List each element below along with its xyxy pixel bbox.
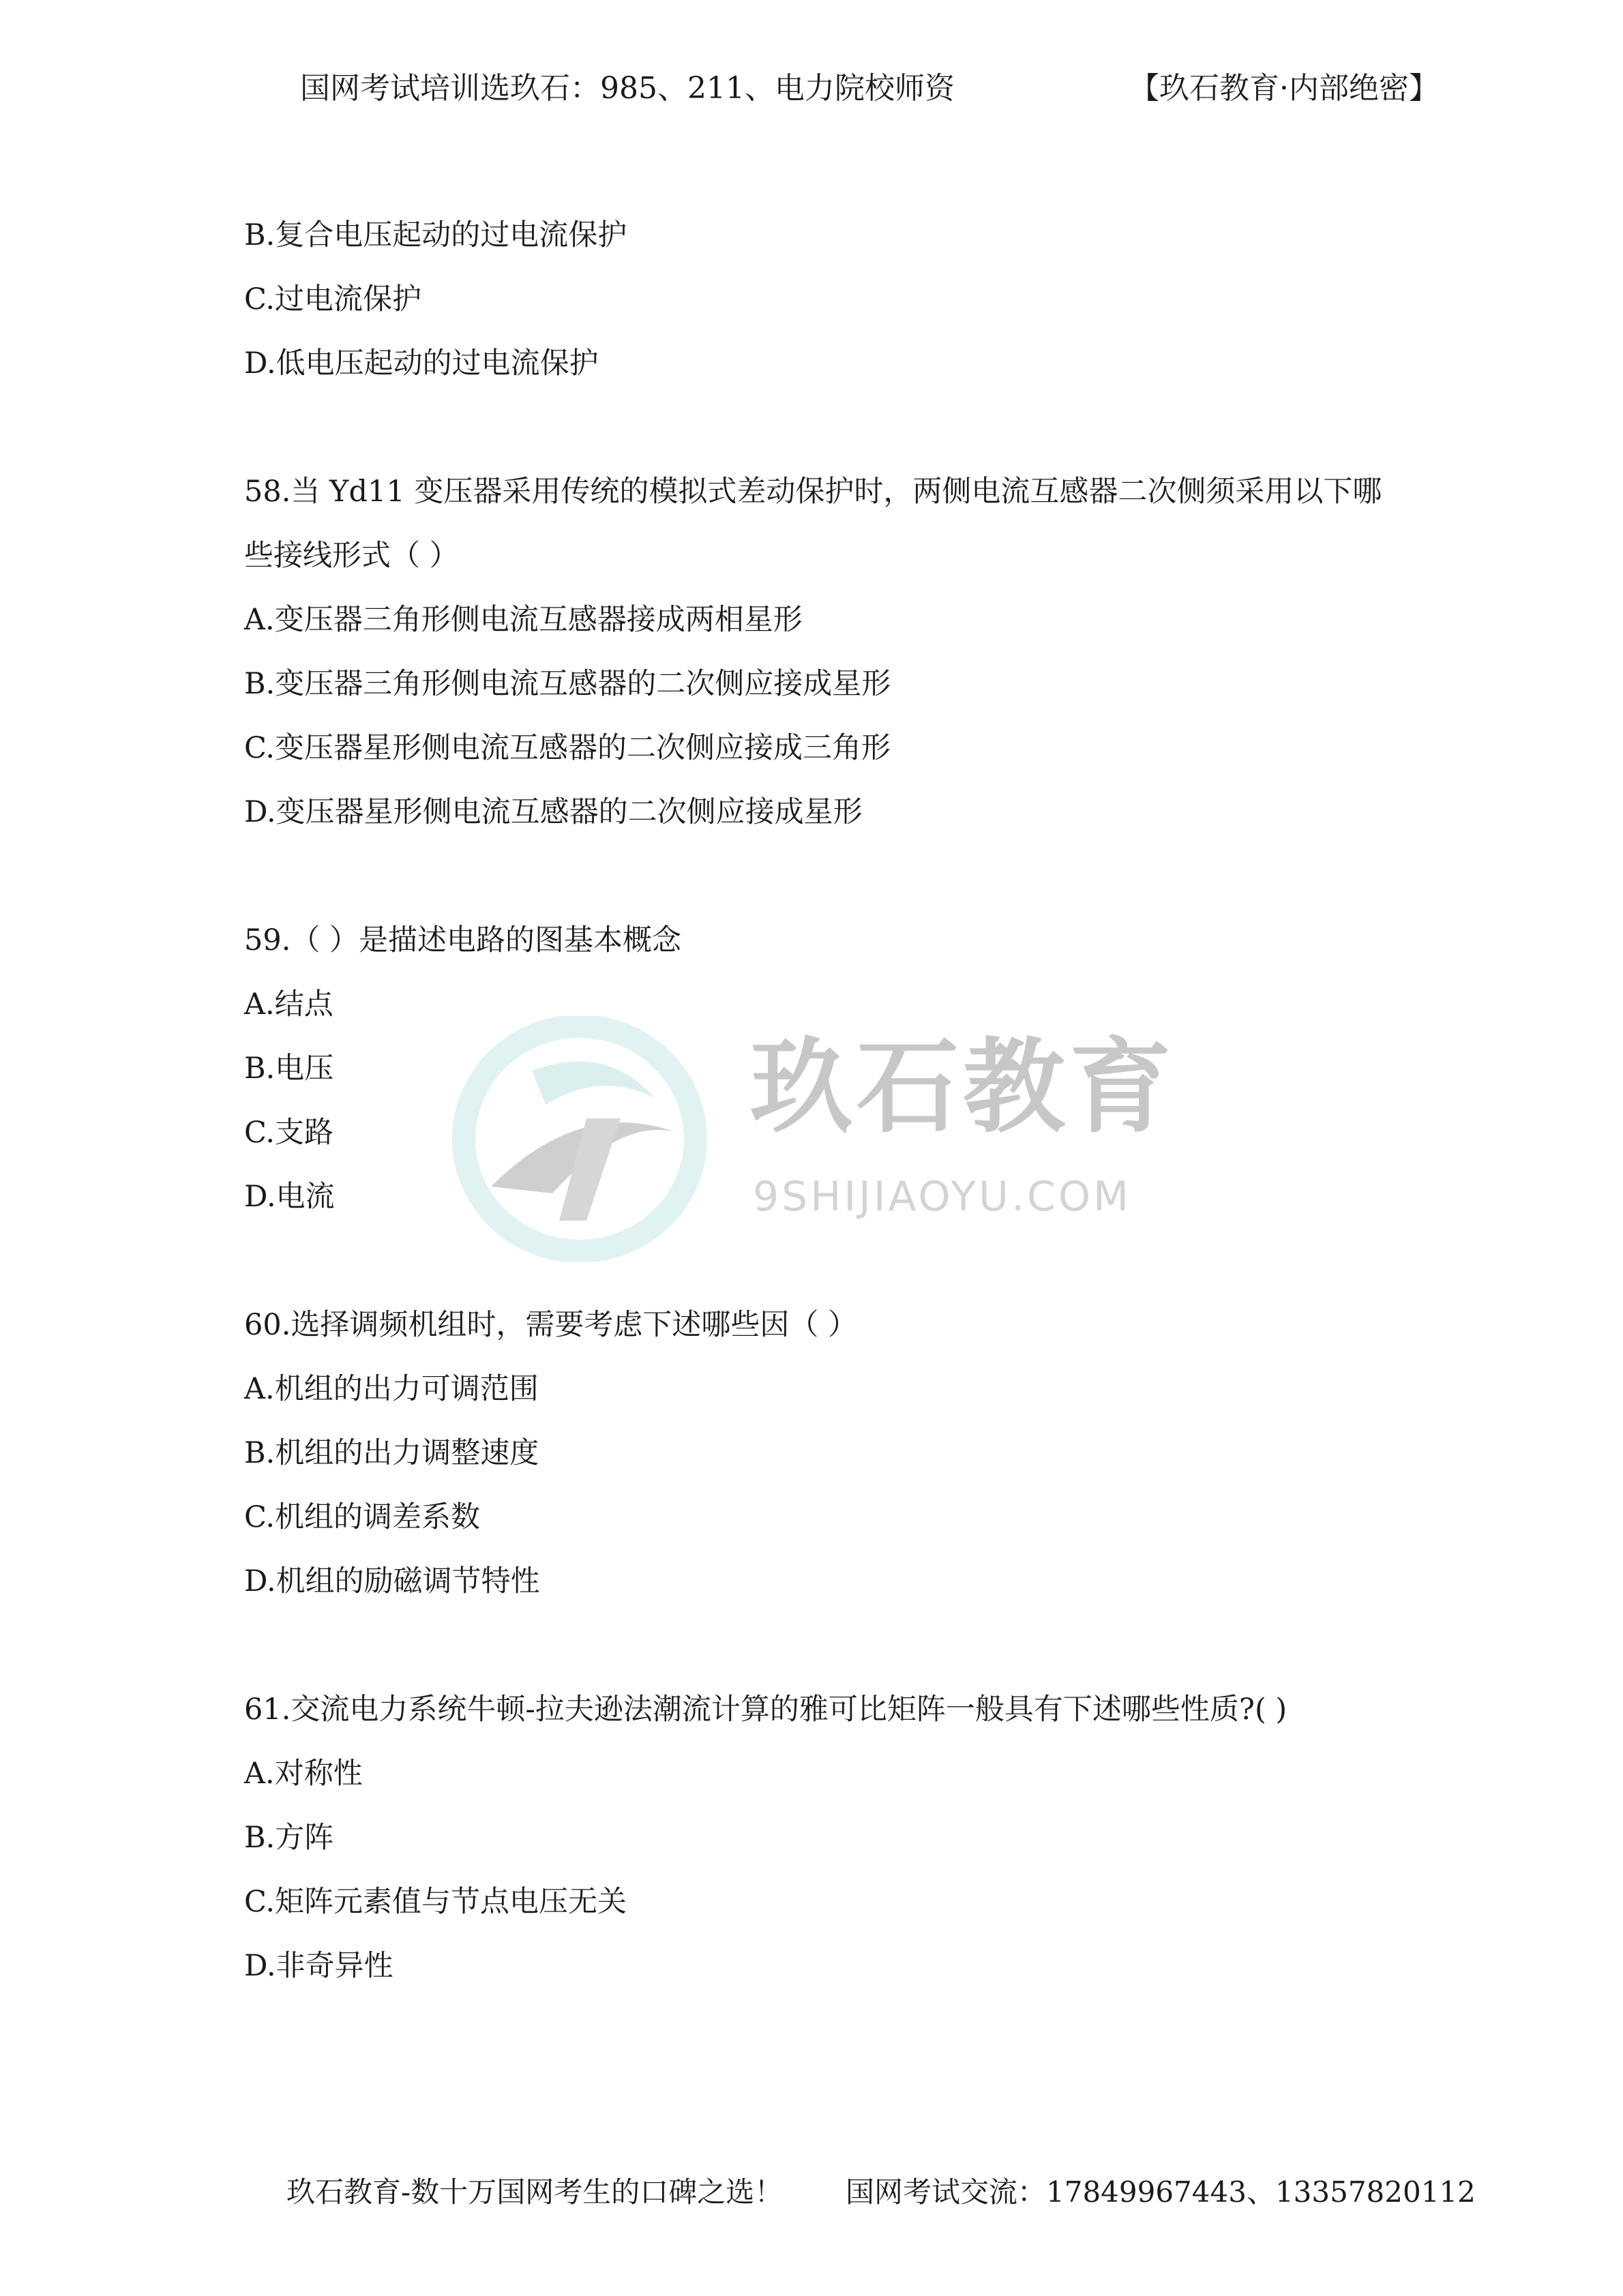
question-stem: 59.（ ）是描述电路的图基本概念 xyxy=(244,923,682,957)
question-stem: 些接线形式（ ） xyxy=(244,539,459,573)
option-line: C.支路 xyxy=(244,1116,334,1150)
option-line: C.过电流保护 xyxy=(244,282,422,316)
page-header xyxy=(300,68,1439,109)
option-line: D.变压器星形侧电流互感器的二次侧应接成星形 xyxy=(244,795,863,829)
option-line: B.变压器三角形侧电流互感器的二次侧应接成星形 xyxy=(244,667,891,701)
watermark-subtitle: 9SHIJIAOYU.COM xyxy=(753,1173,1131,1221)
option-line: A.对称性 xyxy=(244,1757,363,1791)
option-line: A.结点 xyxy=(244,987,333,1022)
option-line: A.变压器三角形侧电流互感器接成两相星形 xyxy=(244,603,803,637)
page-footer xyxy=(286,2172,1476,2213)
header-confidential-tag: 【玖石教育·内部绝密】 xyxy=(1129,71,1439,106)
option-line: D.非奇异性 xyxy=(244,1949,393,1983)
footer-slogan: 玖石教育-数十万国网考生的口碑之选！ xyxy=(286,2175,784,2209)
question-stem: 58.当 Yd11 变压器采用传统的模拟式差动保护时，两侧电流互感器二次侧须采用以下哪 xyxy=(244,475,1382,509)
watermark-title: 玖石教育 xyxy=(750,1028,1176,1147)
option-line: D.低电压起动的过电流保护 xyxy=(244,346,599,381)
question-stem: 61.交流电力系统牛顿-拉夫逊法潮流计算的雅可比矩阵一般具有下述哪些性质?( ) xyxy=(244,1693,1287,1727)
option-line: A.机组的出力可调范围 xyxy=(244,1372,539,1406)
footer-contact: 国网考试交流：17849967443、13357820112 xyxy=(846,2175,1476,2209)
question-list xyxy=(244,203,1438,1998)
option-line: D.电流 xyxy=(244,1180,335,1214)
header-slogan: 国网考试培训选玖石：985、211、电力院校师资 xyxy=(300,71,955,106)
option-line: C.变压器星形侧电流互感器的二次侧应接成三角形 xyxy=(244,731,891,765)
option-line: B.机组的出力调整速度 xyxy=(244,1436,539,1470)
option-line: C.矩阵元素值与节点电压无关 xyxy=(244,1885,627,1919)
option-line: C.机组的调差系数 xyxy=(244,1500,481,1534)
question-stem: 60.选择调频机组时，需要考虑下述哪些因（ ） xyxy=(244,1308,858,1342)
option-line: D.机组的励磁调节特性 xyxy=(244,1564,540,1598)
option-line: B.方阵 xyxy=(244,1821,334,1855)
option-line: B.电压 xyxy=(244,1052,334,1086)
option-line: B.复合电压起动的过电流保护 xyxy=(244,218,627,252)
